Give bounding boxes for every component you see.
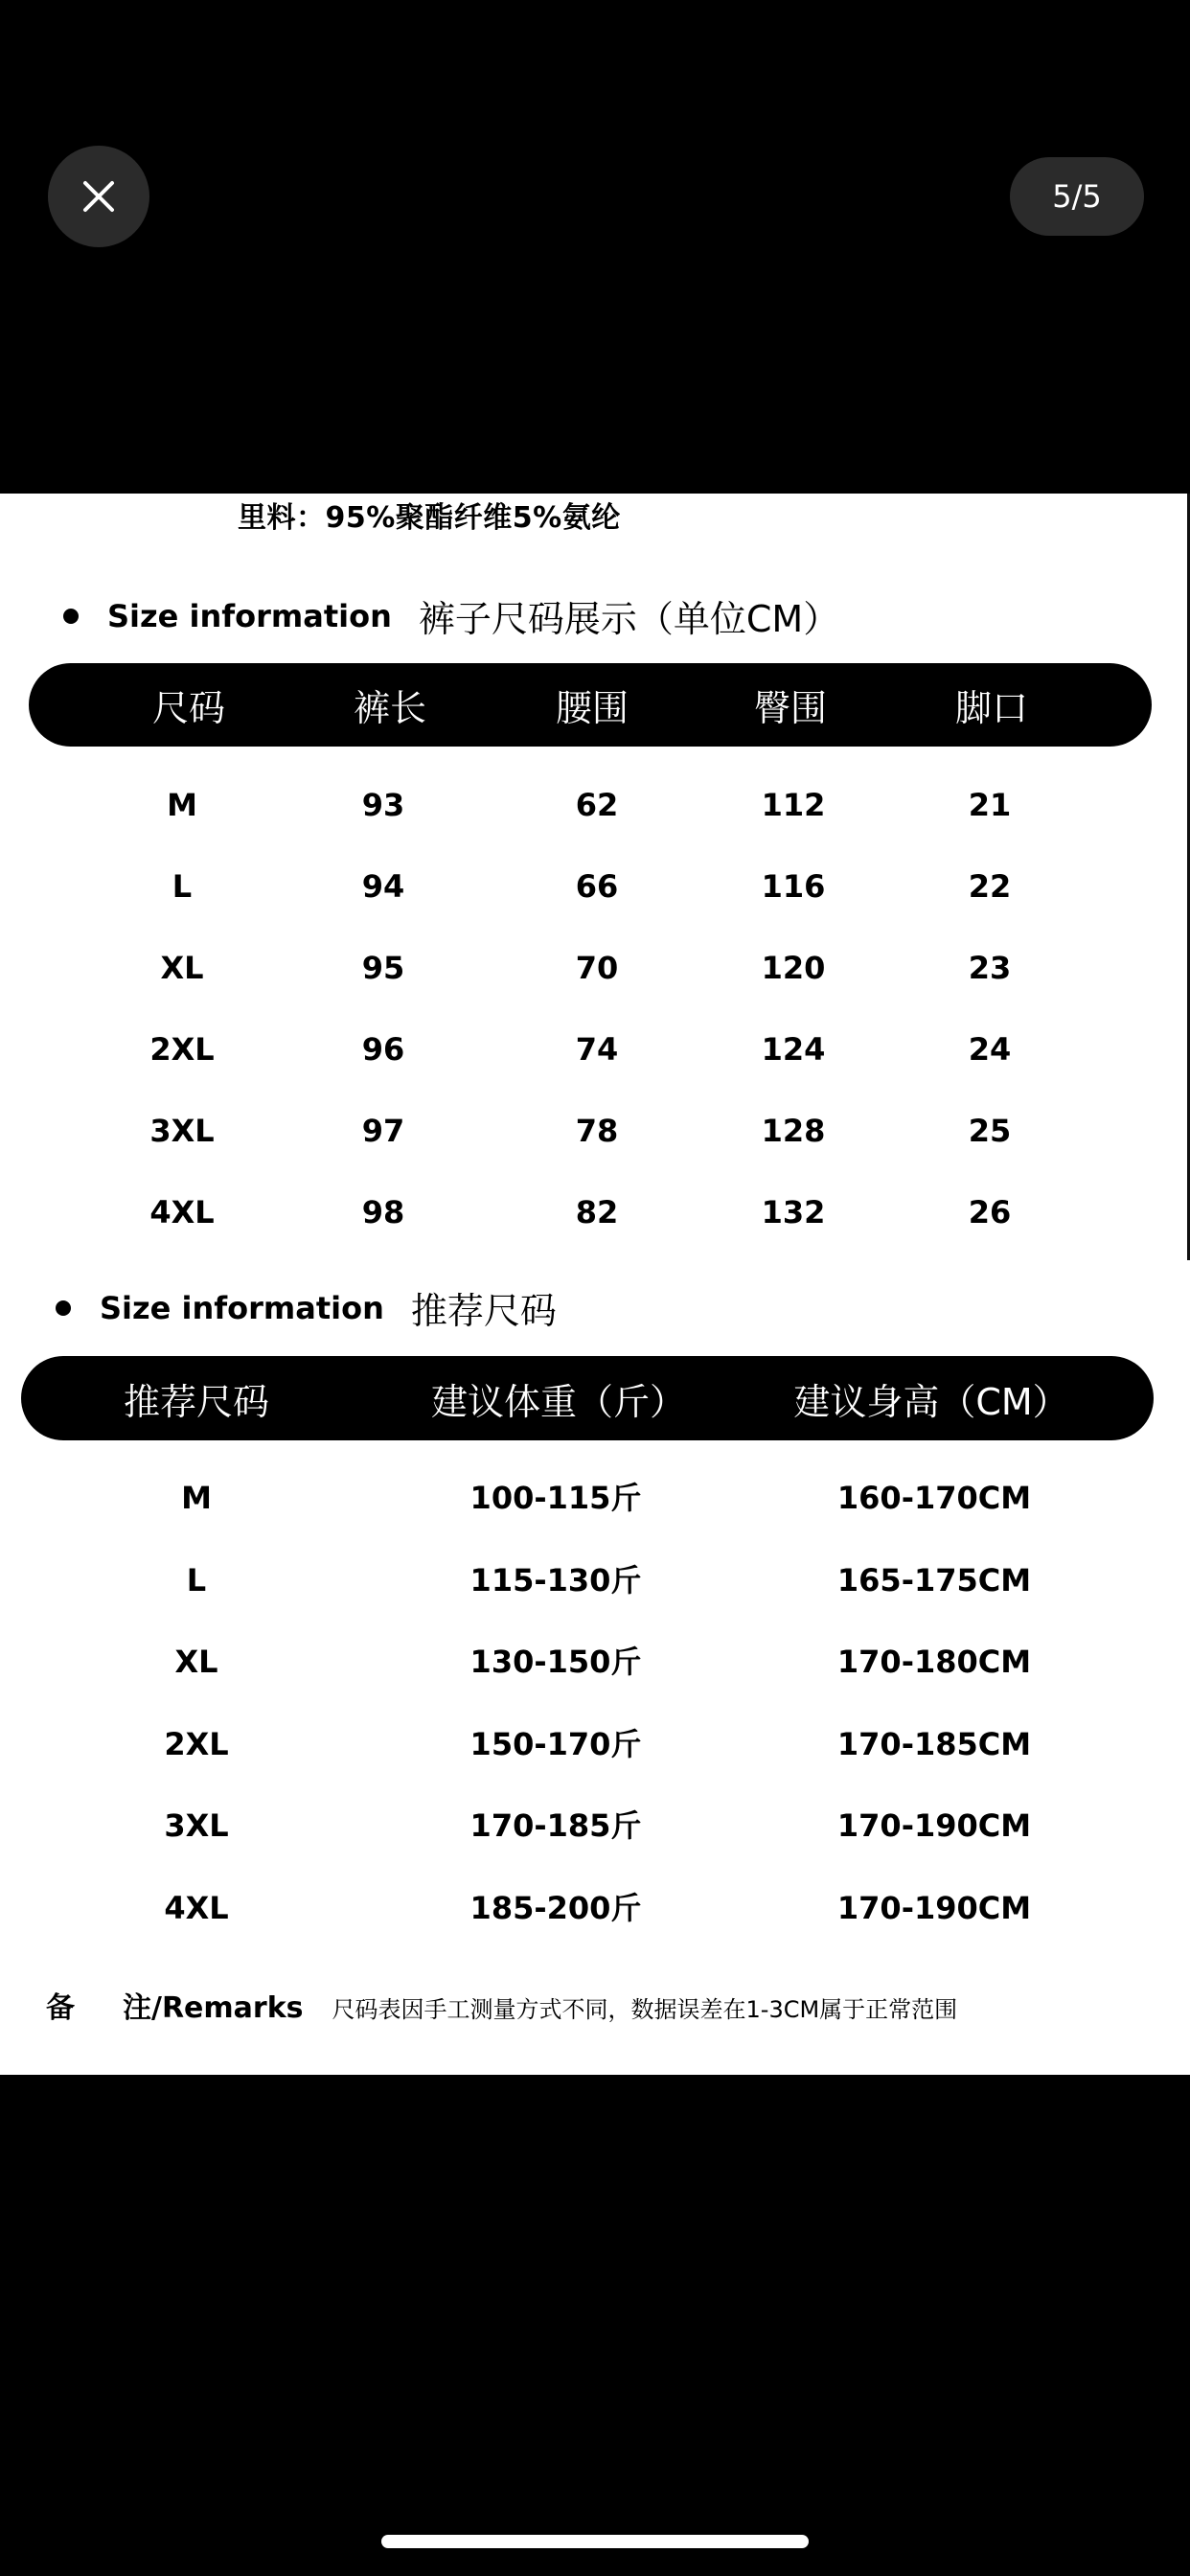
table-cell: 170-190CM: [836, 1807, 1032, 1844]
table-cell: 98: [361, 1194, 405, 1230]
table-cell: 115-130斤: [469, 1561, 642, 1598]
table-cell: 112: [761, 787, 826, 823]
remarks-label-en: 注/Remarks: [123, 1991, 304, 2025]
table-cell: 3XL: [149, 1113, 215, 1149]
table-cell: 4XL: [149, 1194, 215, 1230]
recommend-section-heading: [56, 1281, 557, 1334]
table-cell: 132: [761, 1194, 826, 1230]
table-cell: 3XL: [164, 1807, 229, 1844]
table-cell: 96: [361, 1031, 405, 1068]
table-cell: 82: [575, 1194, 619, 1230]
table-cell: 170-180CM: [836, 1644, 1032, 1680]
table-row: [0, 1107, 1190, 1155]
table-cell: 25: [968, 1113, 1012, 1149]
table-cell: 120: [761, 950, 826, 986]
table-cell: 23: [968, 950, 1012, 986]
close-icon: [81, 179, 116, 214]
table-cell: 70: [575, 950, 619, 986]
recommend-heading-en: Size information: [100, 1289, 384, 1326]
table-cell: 160-170CM: [836, 1480, 1032, 1516]
table-cell: 97: [361, 1113, 405, 1149]
table-row: [0, 1556, 1190, 1604]
table-cell: 150-170斤: [469, 1725, 642, 1762]
table-cell: 170-190CM: [836, 1889, 1032, 1926]
table-cell: XL: [174, 1644, 218, 1680]
table-row: [0, 1474, 1190, 1522]
table-cell: 66: [575, 868, 619, 905]
recommend-col-header: 建议身高（CM）: [793, 1380, 1069, 1423]
size-chart-image: [0, 494, 1190, 2075]
table-cell: 62: [575, 787, 619, 823]
recommend-col-header: 推荐尺码: [123, 1380, 270, 1423]
table-row: [0, 1188, 1190, 1236]
table-cell: 170-185斤: [469, 1807, 642, 1844]
table-cell: XL: [160, 950, 204, 986]
table-cell: 185-200斤: [469, 1889, 642, 1926]
fabric-composition: 里料：95%聚酯纤维5%氨纶: [238, 501, 621, 535]
table-cell: 130-150斤: [469, 1644, 642, 1680]
table-cell: 74: [575, 1031, 619, 1068]
table-cell: M: [167, 787, 197, 823]
remarks-text: 尺码表因手工测量方式不同，数据误差在1-3CM属于正常范围: [332, 1996, 958, 2023]
size-heading-en: Size information: [107, 597, 392, 634]
home-indicator[interactable]: [381, 2535, 809, 2548]
table-row: [0, 944, 1190, 992]
table-cell: 26: [968, 1194, 1012, 1230]
size-col-header: 尺码: [151, 687, 226, 729]
table-cell: 2XL: [149, 1031, 215, 1068]
size-heading-cn: 裤子尺码展示（单位CM）: [418, 598, 840, 640]
bullet-icon: [63, 609, 79, 624]
table-cell: 95: [361, 950, 405, 986]
table-row: [0, 1884, 1190, 1932]
table-row: [0, 1720, 1190, 1768]
remarks: [46, 1984, 957, 2026]
table-cell: 22: [968, 868, 1012, 905]
table-row: [0, 1638, 1190, 1686]
table-cell: 165-175CM: [836, 1561, 1032, 1598]
recommend-col-header: 建议体重（斤）: [430, 1380, 687, 1423]
recommend-table-header: [21, 1356, 1154, 1440]
table-cell: L: [172, 868, 193, 905]
size-col-header: 臀围: [753, 687, 828, 729]
table-cell: 93: [361, 787, 405, 823]
table-cell: 116: [761, 868, 826, 905]
image-counter: 5/5: [1010, 157, 1144, 236]
table-cell: 2XL: [164, 1725, 229, 1762]
table-row: [0, 1025, 1190, 1073]
remarks-label-cn: 备: [46, 1991, 75, 2025]
size-table-header: [29, 663, 1152, 747]
size-col-header: 脚口: [954, 687, 1029, 729]
table-cell: 94: [361, 868, 405, 905]
table-cell: L: [186, 1561, 207, 1598]
table-cell: 128: [761, 1113, 826, 1149]
size-section-heading: [63, 589, 839, 642]
table-cell: 4XL: [164, 1889, 229, 1926]
size-col-header: 裤长: [353, 687, 427, 729]
table-row: [0, 862, 1190, 910]
table-cell: 24: [968, 1031, 1012, 1068]
table-row: [0, 781, 1190, 829]
table-row: [0, 1802, 1190, 1850]
table-cell: 21: [968, 787, 1012, 823]
bullet-icon: [56, 1300, 71, 1316]
table-cell: 170-185CM: [836, 1725, 1032, 1762]
table-cell: 100-115斤: [469, 1480, 642, 1516]
recommend-heading-cn: 推荐尺码: [410, 1290, 557, 1332]
close-button[interactable]: [48, 146, 149, 247]
table-cell: M: [181, 1480, 212, 1516]
table-cell: 124: [761, 1031, 826, 1068]
size-col-header: 腰围: [555, 687, 629, 729]
table-cell: 78: [575, 1113, 619, 1149]
